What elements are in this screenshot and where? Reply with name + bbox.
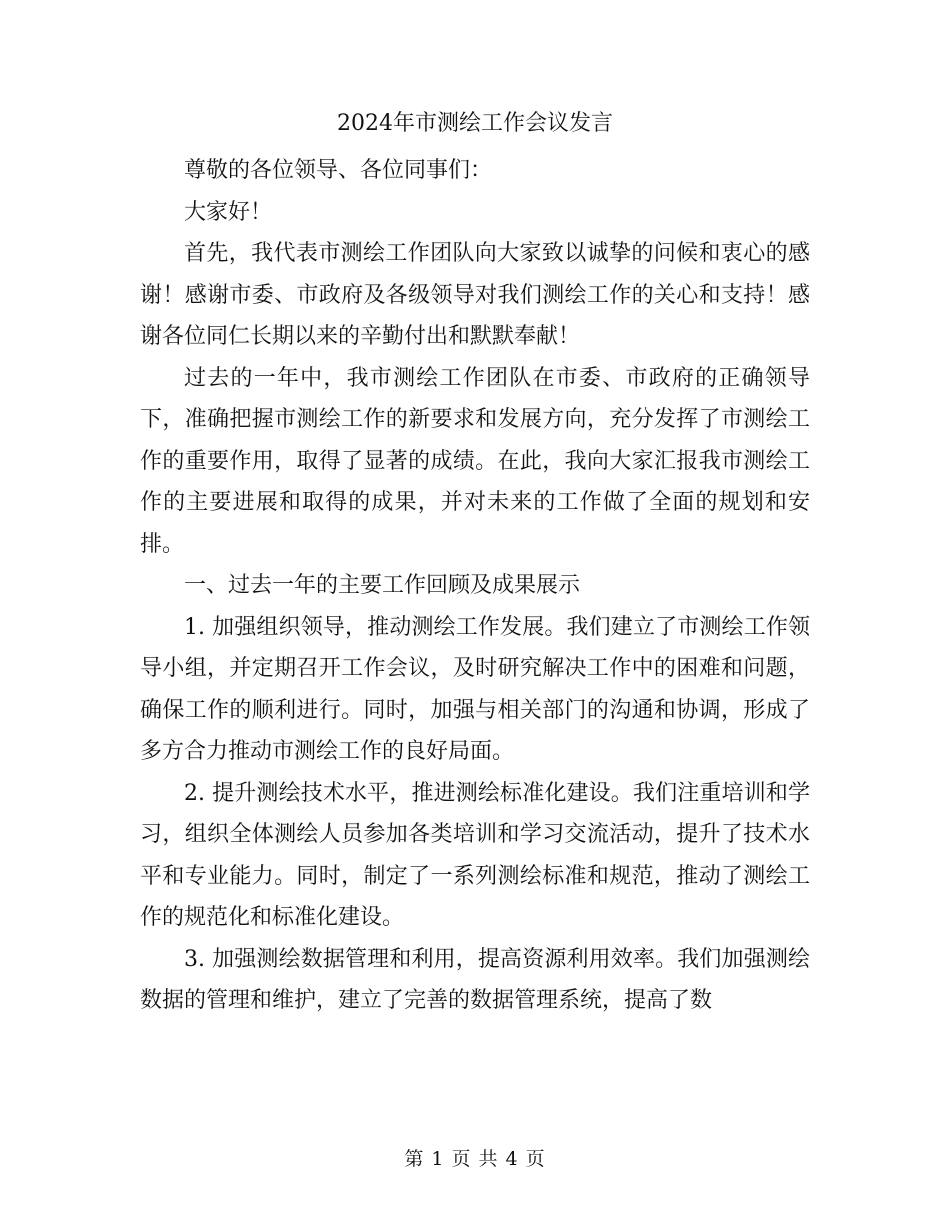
list-item-paragraph: 1. 加强组织领导，推动测绘工作发展。我们建立了市测绘工作领导小组，并定期召开工作会议，及时研究解决工作中的困难和问题，确保工作的顺利进行。同时，加强与相关部门的沟通和协调，形成了多方合力推动市测绘工作的良好局面。 — [140, 614, 810, 764]
list-item-paragraph: 3. 加强测绘数据管理和利用，提高资源利用效率。我们加强测绘数据的管理和维护，建立了完善的数据管理系统，提高了数 — [140, 946, 810, 1013]
body-paragraph: 过去的一年中，我市测绘工作团队在市委、市政府的正确领导下，准确把握市测绘工作的新要求和发展方向，充分发挥了市测绘工作的重要作用，取得了显著的成绩。在此，我向大家汇报我市测绘工作的主要进展和取得的成果，并对未来的工作做了全面的规划和安排。 — [140, 365, 810, 557]
document-title: 2024年市测绘工作会议发言 — [337, 111, 613, 136]
body-paragraph: 首先，我代表市测绘工作团队向大家致以诚挚的问候和衷心的感谢！感谢市委、市政府及各级领导对我们测绘工作的关心和支持！感谢各位同仁长期以来的辛勤付出和默默奉献！ — [140, 241, 810, 349]
section-heading: 一、过去一年的主要工作回顾及成果展示 — [184, 573, 581, 598]
list-item-paragraph: 2. 提升测绘技术水平，推进测绘标准化建设。我们注重培训和学习，组织全体测绘人员参加各类培训和学习交流活动，提升了技术水平和专业能力。同时，制定了一系列测绘标准和规范，推动了测绘工作的规范化和标准化建设。 — [140, 780, 810, 930]
page-number-footer: 第 1 页 共 4 页 — [404, 1148, 546, 1170]
salutation-paragraph: 尊敬的各位领导、各位同事们： — [184, 158, 493, 183]
greeting-paragraph: 大家好！ — [184, 199, 273, 225]
document-body — [140, 150, 810, 1022]
